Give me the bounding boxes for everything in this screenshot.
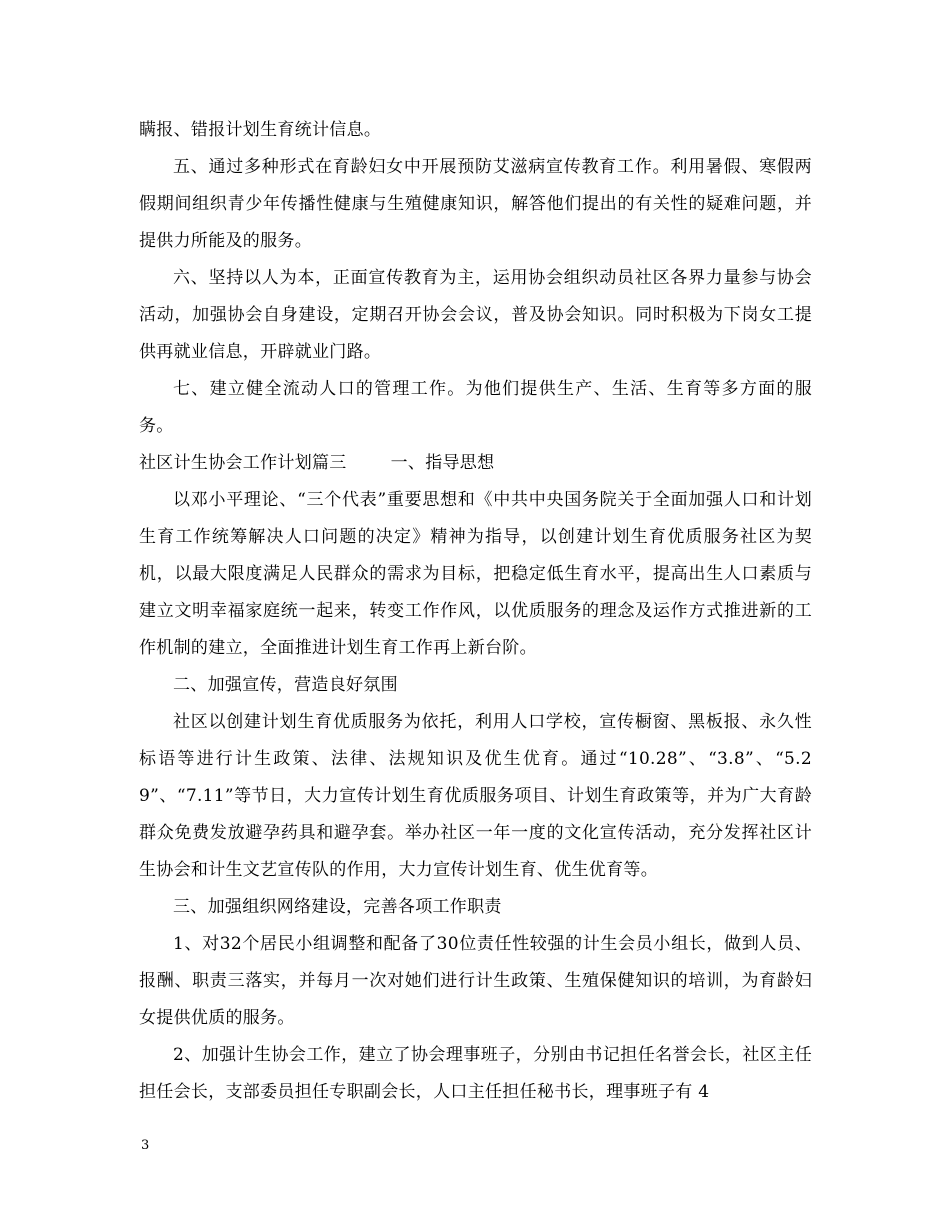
subheading: 三、加强组织网络建设，完善各项工作职责 (173, 897, 502, 917)
paragraph: 七、建立健全流动人口的管理工作。为他们提供生产、生活、生育等多方面的服务。 (139, 379, 812, 436)
paragraph: 六、坚持以人为本，正面宣传教育为主，运用协会组织动员社区各界力量参与协会活动，加强协会自身建设，定期召开协会会议，普及协会知识。同时积极为下岗女工提供再就业信息，开辟就业门路。 (139, 268, 812, 362)
paragraph: 以邓小平理论、“三个代表”重要思想和《中共中央国务院关于全面加强人口和计划生育工作统筹解决人口问题的决定》精神为指导，以创建计划生育优质服务社区为契机，以最大限度满足人民群众的需求为目标，把稳定低生育水平，提高出生人口素质与建立文明幸福家庭统一起来，转变工作作风，以优质服务的理念及运作方式推进新的工作机制的建立，全面推进计划生育工作再上新台阶。 (139, 490, 812, 658)
subheading: 二、加强宣传，营造良好氛围 (173, 675, 398, 695)
section-heading (139, 445, 812, 482)
document-body (139, 112, 812, 1111)
page-number: 3 (141, 1138, 150, 1153)
paragraph: 1、对32个居民小组调整和配备了30位责任性较强的计生会员小组长，做到人员、报酬、职责三落实，并每月一次对她们进行计生政策、生殖保健知识的培训，为育龄妇女提供优质的服务。 (139, 934, 812, 1028)
section-subtitle: 一、指导思想 (390, 453, 495, 473)
paragraph: 2、加强计生协会工作，建立了协会理事班子，分别由书记担任名誉会长，社区主任担任会长，支部委员担任专职副会长，人口主任担任秘书长，理事班子有 4 (139, 1045, 812, 1102)
paragraph: 瞒报、错报计划生育统计信息。 (139, 120, 382, 140)
section-title: 社区计生协会工作计划篇三 (139, 453, 347, 473)
paragraph: 五、通过多种形式在育龄妇女中开展预防艾滋病宣传教育工作。利用暑假、寒假两假期间组织青少年传播性健康与生殖健康知识，解答他们提出的有关性的疑难问题，并提供力所能及的服务。 (139, 157, 812, 251)
paragraph: 社区以创建计划生育优质服务为依托，利用人口学校，宣传橱窗、黑板报、永久性标语等进行计生政策、法律、法规知识及优生优育。通过“10.28”、“3.8”、“5.29”、“7.11”等节日，大力宣传计划生育优质服务项目、计划生育政策等，并为广大育龄群众免费发放避孕药具和避孕套。举办社区一年一度的文化宣传活动，充分发挥社区计生协会和计生文艺宣传队的作用，大力宣传计划生育、优生优育等。 (139, 712, 812, 880)
